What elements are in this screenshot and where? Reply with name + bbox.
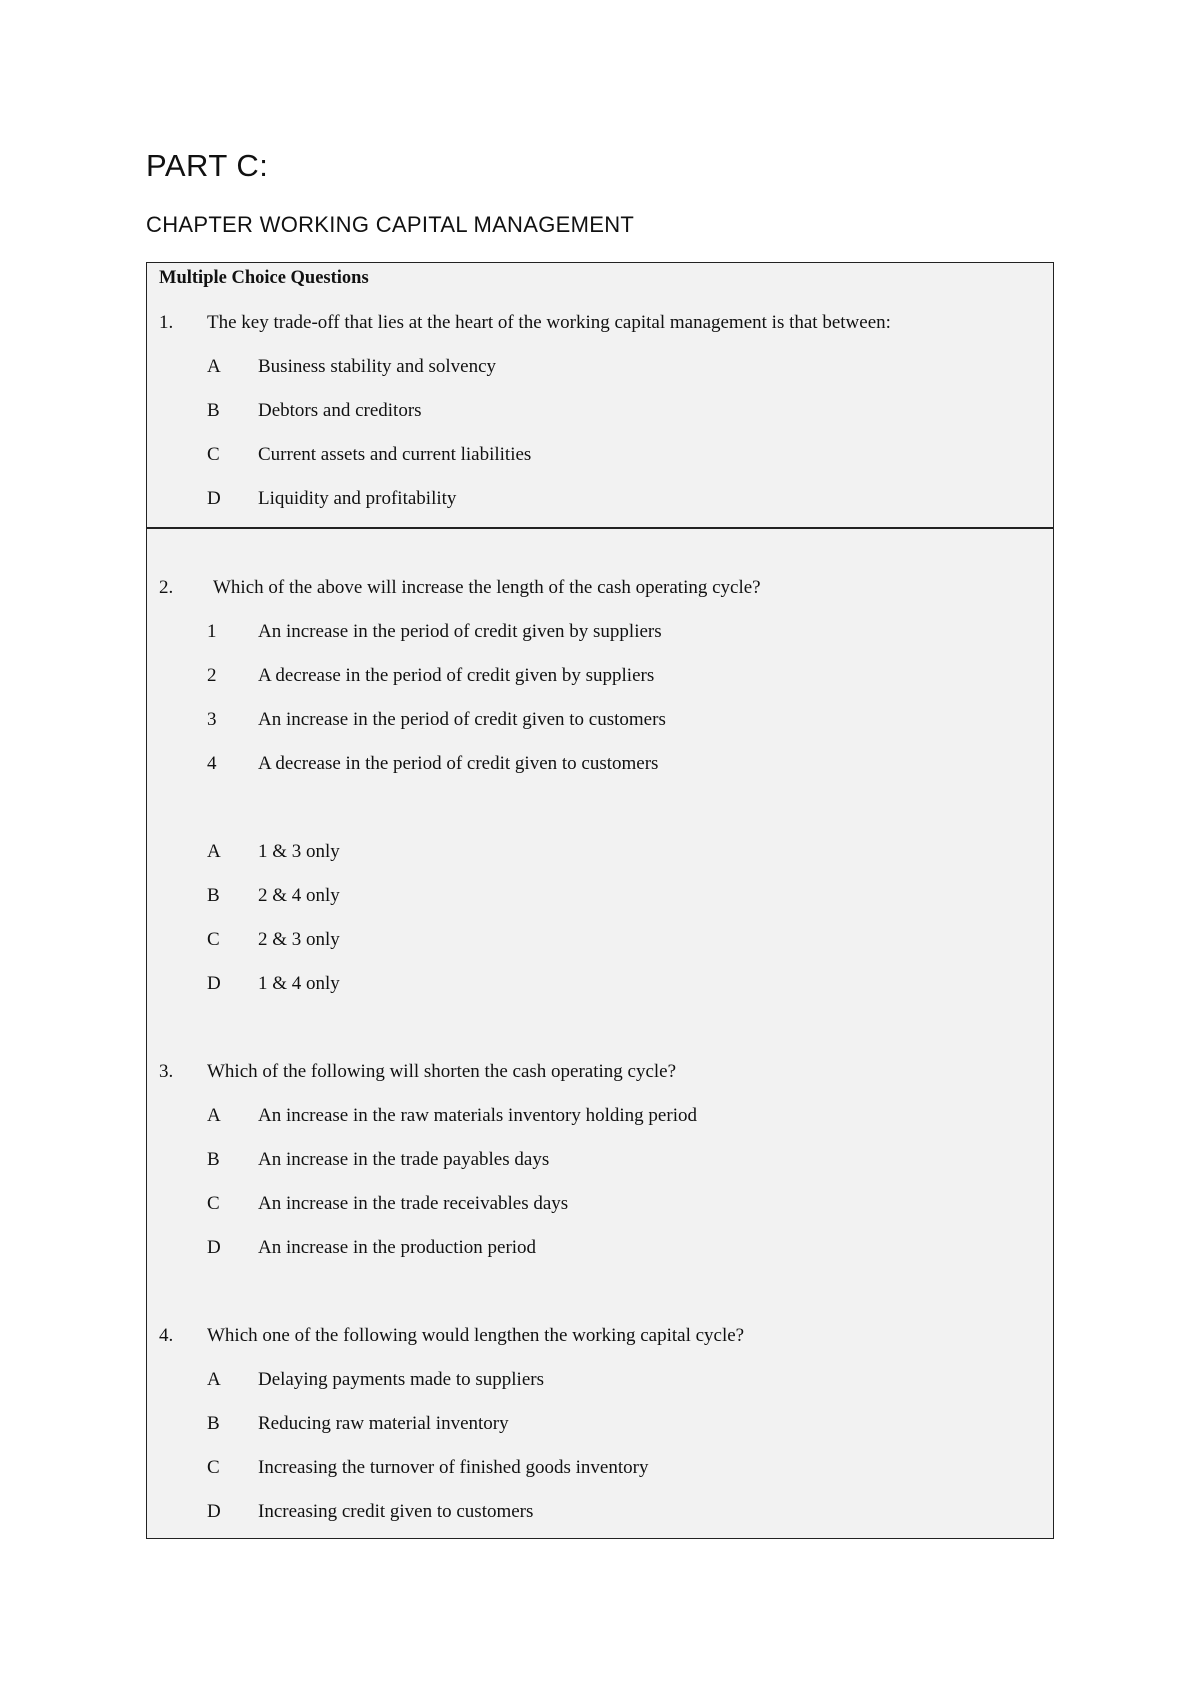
question-2-option-d-letter: D xyxy=(207,973,221,994)
question-4-option-c-text: Increasing the turnover of finished goods inventory xyxy=(258,1457,649,1478)
chapter-title: CHAPTER WORKING CAPITAL MANAGEMENT xyxy=(146,212,635,237)
question-2-statement-4-text: A decrease in the period of credit given to customers xyxy=(258,753,659,774)
question-3-number: 3. xyxy=(159,1061,174,1082)
question-2-option-a-letter: A xyxy=(207,841,221,862)
question-2-option-b-letter: B xyxy=(207,885,220,906)
question-1-option-d-letter: D xyxy=(207,488,221,509)
question-1-number: 1. xyxy=(159,312,174,333)
question-1-option-b-text: Debtors and creditors xyxy=(258,400,422,421)
question-1-option-a-text: Business stability and solvency xyxy=(258,356,497,377)
question-3-option-b-letter: B xyxy=(207,1149,220,1170)
question-2-statement-2-text: A decrease in the period of credit given by suppliers xyxy=(258,665,655,686)
question-2-statement-2-number: 2 xyxy=(207,665,217,686)
question-2-option-b-text: 2 & 4 only xyxy=(258,885,340,906)
question-3-option-b-text: An increase in the trade payables days xyxy=(258,1149,550,1170)
question-2-option-a-text: 1 & 3 only xyxy=(258,841,340,862)
question-4-number: 4. xyxy=(159,1325,174,1346)
question-1-option-c-letter: C xyxy=(207,444,220,465)
question-4-option-b-text: Reducing raw material inventory xyxy=(258,1413,509,1434)
section-heading: Multiple Choice Questions xyxy=(159,268,369,288)
question-2-option-d-text: 1 & 4 only xyxy=(258,973,340,994)
question-3-option-d-text: An increase in the production period xyxy=(258,1237,537,1258)
question-4-option-c-letter: C xyxy=(207,1457,220,1478)
question-2-option-c-letter: C xyxy=(207,929,220,950)
question-4-option-a-text: Delaying payments made to suppliers xyxy=(258,1369,544,1390)
question-3-option-a-letter: A xyxy=(207,1105,221,1126)
question-2-statement-3-number: 3 xyxy=(207,709,217,730)
question-box-1 xyxy=(146,262,1054,529)
question-4-text: Which one of the following would lengthen the working capital cycle? xyxy=(207,1325,745,1346)
question-1-text: The key trade-off that lies at the heart of the working capital management is that between: xyxy=(207,312,891,333)
question-box-2 xyxy=(146,527,1054,1539)
question-2-statement-3-text: An increase in the period of credit given to customers xyxy=(258,709,666,730)
question-1-option-c-text: Current assets and current liabilities xyxy=(258,444,532,465)
question-3-text: Which of the following will shorten the cash operating cycle? xyxy=(207,1061,677,1082)
question-2-statement-1-text: An increase in the period of credit given by suppliers xyxy=(258,621,662,642)
question-2-option-c-text: 2 & 3 only xyxy=(258,929,340,950)
question-2-text: Which of the above will increase the length of the cash operating cycle? xyxy=(213,577,761,598)
question-4-option-b-letter: B xyxy=(207,1413,220,1434)
question-3-option-c-text: An increase in the trade receivables days xyxy=(258,1193,569,1214)
question-3-option-c-letter: C xyxy=(207,1193,220,1214)
question-4-option-d-text: Increasing credit given to customers xyxy=(258,1501,534,1522)
question-3-option-a-text: An increase in the raw materials inventory holding period xyxy=(258,1105,697,1126)
question-1-option-a-letter: A xyxy=(207,356,221,377)
question-2-number: 2. xyxy=(159,577,174,598)
part-title: PART C: xyxy=(146,148,269,183)
question-3-option-d-letter: D xyxy=(207,1237,221,1258)
question-2-statement-4-number: 4 xyxy=(207,753,217,774)
question-4-option-d-letter: D xyxy=(207,1501,221,1522)
question-2-statement-1-number: 1 xyxy=(207,621,217,642)
question-4-option-a-letter: A xyxy=(207,1369,221,1390)
question-1-option-b-letter: B xyxy=(207,400,220,421)
question-1-option-d-text: Liquidity and profitability xyxy=(258,488,457,509)
